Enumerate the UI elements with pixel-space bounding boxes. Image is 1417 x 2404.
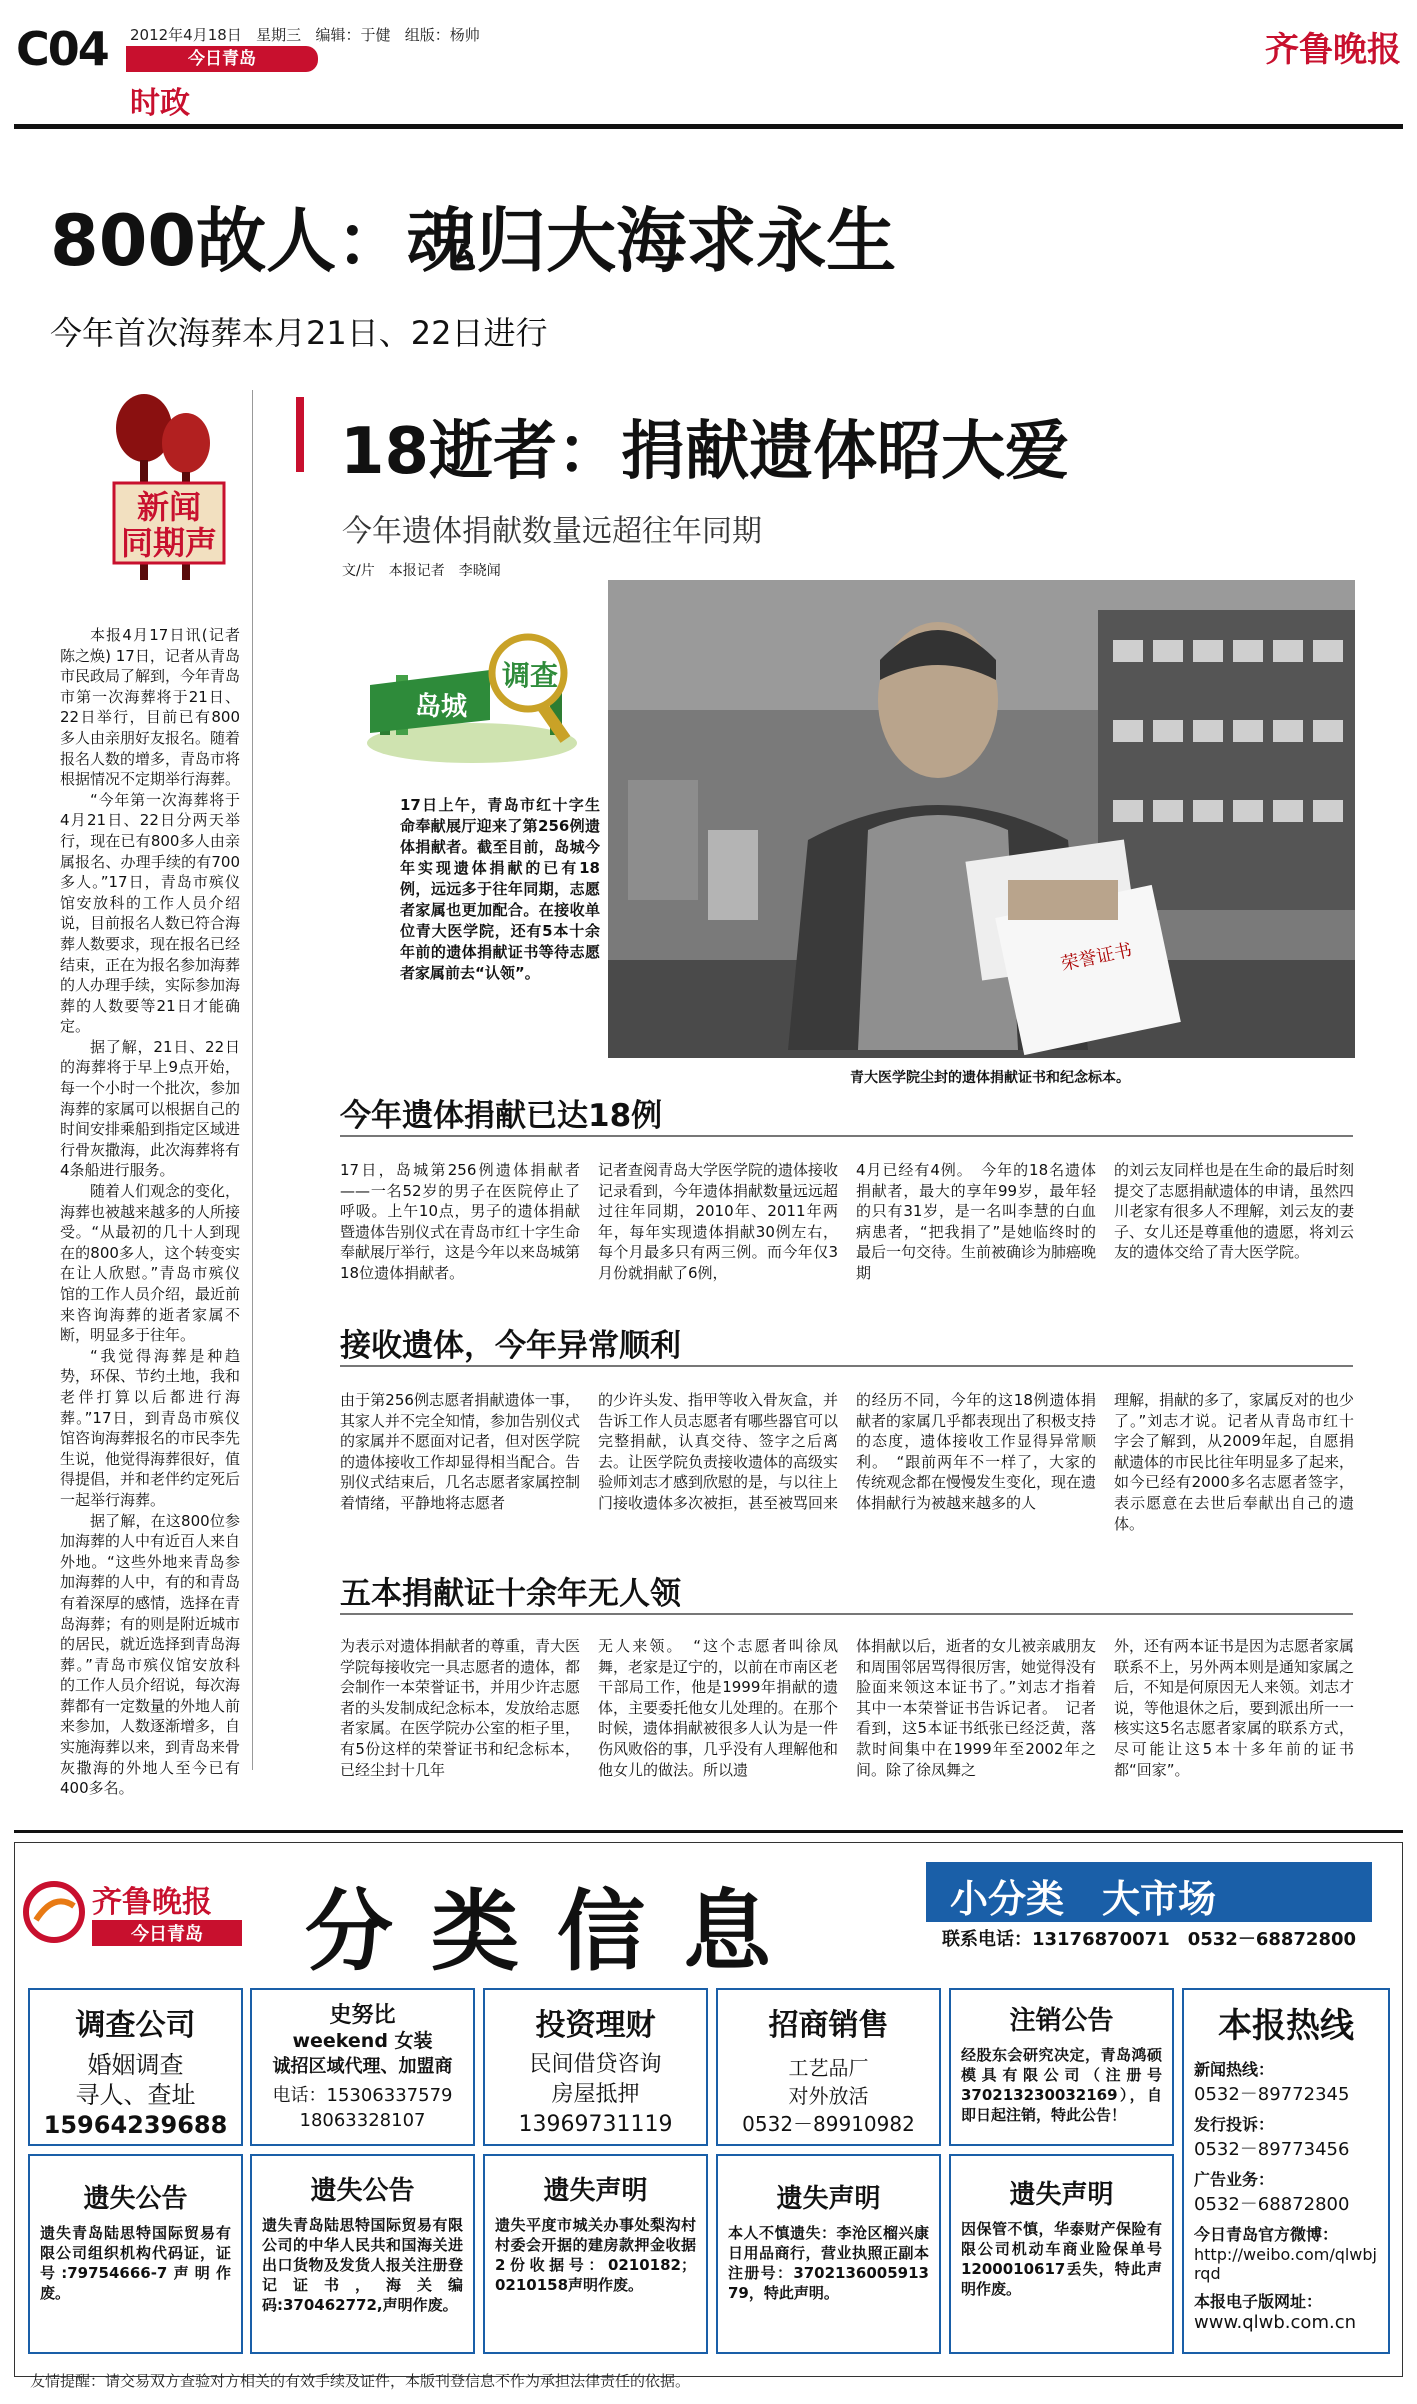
ad-box-title: 遗失公告 <box>310 2176 415 2206</box>
ad-box-title: 遗失声明 <box>1009 2180 1114 2210</box>
issue-weekday: 星期三 <box>256 26 302 44</box>
news-photo <box>608 580 1355 1058</box>
badge-text2: 调查 <box>502 659 559 692</box>
classifieds-slogan-box <box>926 1862 1372 1958</box>
ad-line: 经股东会研究决定，青岛鸿硕模具有限公司（注册号370213230032169），自即日起注销，特此公告！ <box>961 2046 1162 2124</box>
column-divider <box>252 390 253 1770</box>
section-column: 的经历不同，今年的这18例遗体捐献者的家属几乎都表现出了积极支持的态度，遗体接收工作显得异常顺利。 “跟前两年不一样了，大家的传统观念都在慢慢发生变化，现在遗体捐献行为被越来越多的人 <box>856 1391 1097 1512</box>
ad-divider <box>14 1830 1403 1833</box>
headline-accent-bar <box>296 397 304 472</box>
section-column: 记者查阅青岛大学医学院的遗体接收记录看到，今年遗体捐献数量远远超过往年同期，2010年、2011年两年，每年实现遗体捐献30例左右，每个月最多只有两三例。而今年仅3月份就捐献了6例， <box>598 1161 839 1282</box>
hotline-box <box>1182 1988 1390 2354</box>
ad-line: weekend 女装 <box>292 2030 433 2052</box>
section-rule <box>340 1135 1353 1137</box>
hotline-value: 0532－89773456 <box>1194 2139 1350 2160</box>
section-column: 17日，岛城第256例遗体捐献者——一名52岁的男子在医院停止了呼吸。上午10点，男子的遗体捐献暨遗体告别仪式在青岛市红十字生命奉献展厅举行，这是今年以来岛城第18位遗体捐献者。 <box>340 1161 581 1282</box>
news-sync-badge <box>74 388 246 588</box>
ad-line: 民间借贷咨询 <box>529 2052 662 2077</box>
ad-box-title: 注销公告 <box>1009 2006 1114 2036</box>
section-column: 的刘云友同样也是在生命的最后时刻提交了志愿捐献遗体的申请，虽然四川老家有很多人不理解，刘云友的妻子、女儿还是尊重他的遗愿，将刘云友的遗体交给了青大医学院。 <box>1114 1161 1355 1262</box>
hotline-value: 0532－89772345 <box>1194 2084 1350 2105</box>
ad-line: 遗失平度市城关办事处梨沟村村委会开据的建房款押金收据2份收据号：0210182；0210158声明作废。 <box>495 2216 696 2294</box>
ad-box-title: 遗失公告 <box>83 2184 188 2214</box>
paragraph: 据了解，21日、22日的海葬将于早上9点开始，每一个小时一个批次，参加海葬的家属可以根据自己的时间安排乘船到指定区域进行骨灰撒海，此次海葬将有4条船进行服务。 <box>60 1037 241 1180</box>
ad-box <box>250 1988 475 2146</box>
ad-box <box>716 1988 941 2146</box>
hotline-value: www.qlwb.com.cn <box>1194 2312 1356 2333</box>
hotline-value: 0532－68872800 <box>1194 2194 1350 2215</box>
section-column: 理解，捐献的多了，家属反对的也少了。”刘志才说。记者从青岛市红十字会了解到，从2009年起，自愿捐献遗体的市民比往年明显多了起来，如今已经有2000多名志愿者签字，表示愿意在去世后奉献出自己的遗体。 <box>1114 1391 1355 1533</box>
editor-credit: 编辑：于健 <box>315 26 391 44</box>
ad-line: 工艺品厂 <box>788 2056 869 2080</box>
second-subhead: 今年遗体捐献数量远超往年同期 <box>342 514 762 549</box>
ad-box <box>949 1988 1174 2146</box>
classifieds-logo-top: 齐鲁晚报 <box>92 1885 212 1920</box>
ad-line: 对外放活 <box>788 2084 869 2108</box>
badge-line2: 同期声 <box>120 524 218 562</box>
lead-headline: 800故人：魂归大海求永生 <box>50 200 897 282</box>
ad-box <box>250 2154 475 2354</box>
byline: 文/片 本报记者 李晓闻 <box>342 563 501 579</box>
ad-line: 婚姻调查 <box>87 2051 184 2079</box>
hotline-label: 本报电子版网址： <box>1194 2292 1323 2311</box>
hotline-label: 广告业务： <box>1194 2170 1275 2189</box>
ad-line: 18063328107 <box>299 2110 426 2131</box>
ad-line: 本人不慎遗失：李沧区榴兴康日用品商行，营业执照正副本注册号：3702136005913 79，特此声明。 <box>728 2224 929 2302</box>
footer-notice: 友情提醒：请交易双方查验对方相关的有效手续及证件，本版刊登信息不作为承担法律责任的依据。 <box>30 2372 691 2390</box>
paragraph: 本报4月17日讯(记者 陈之焕) 17日，记者从青岛市民政局了解到，今年青岛市第一次海葬将于21日、22日举行，目前已有800多人由亲朋好友报名。随着报名人数的增多，青岛市将根据情况不定期举行海葬。 <box>60 626 241 789</box>
second-headline: 18逝者：捐献遗体昭大爱 <box>340 415 1070 489</box>
section-column: 无人来领。 “这个志愿者叫徐凤舞，老家是辽宁的，以前在市南区老干部局工作，他是1999年捐献的遗体，主要委托他女儿处理的。在那个时候，遗体捐献被很多人认为是一件伤风败俗的事，几乎没有人理解他和他女儿的做法。所以遗 <box>598 1637 839 1779</box>
classifieds-slogan: 小分类 大市场 <box>950 1877 1217 1921</box>
ad-box-title: 招商销售 <box>768 2008 889 2043</box>
section-heading: 五本捐献证十余年无人领 <box>340 1576 681 1612</box>
ad-box-title: 遗失声明 <box>776 2184 881 2214</box>
ad-line: 13969731119 <box>518 2112 673 2137</box>
ad-line: 诚招区域代理、加盟商 <box>272 2056 453 2077</box>
classifieds-logo-bottom: 今日青岛 <box>131 1924 203 1945</box>
lead-subhead: 今年首次海葬本月21日、22日进行 <box>50 314 548 352</box>
ad-line: 遗失青岛陆思特国际贸易有限公司的中华人民共和国海关进出口货物及发货人报关注册登记证书，海关编码:370462772,声明作废。 <box>262 2216 463 2314</box>
layout-credit: 组版：杨帅 <box>404 26 480 44</box>
hotline-value: http://weibo.com/qlwbjrqd <box>1194 2245 1377 2283</box>
ad-box <box>949 2154 1174 2354</box>
ad-box <box>28 2154 243 2354</box>
lead-story-body <box>60 625 241 1798</box>
story-lead: 17日上午，青岛市红十字生命奉献展厅迎来了第256例遗体捐献者。截至目前，岛城今年实现遗体捐献的已有18例，远远多于往年同期，志愿者家属也更加配合。在接收单位青大医学院，还有5本十余年前的遗体捐献证书等待志愿者家属前去“认领”。 <box>400 796 600 982</box>
issue-meta <box>130 24 480 45</box>
paragraph: “我觉得海葬是种趋势，环保、节约土地，我和老伴打算以后都进行海葬。”17日，到青岛市殡仪馆咨询海葬报名的市民李先生说，他觉得海葬很好，值得提倡，并和老伴约定死后一起举行海葬。 <box>60 1346 241 1509</box>
ad-line: 15964239688 <box>43 2111 228 2139</box>
certificate-title: 荣誉证书 <box>1059 939 1134 976</box>
ad-box <box>716 2154 941 2354</box>
section-heading: 接收遗体，今年异常顺利 <box>340 1328 681 1364</box>
top-rule <box>14 124 1403 129</box>
ad-box <box>483 1988 708 2146</box>
ad-line: 房屋抵押 <box>551 2082 640 2107</box>
photo-illustration <box>608 580 1355 1058</box>
section-column: 为表示对遗体捐献者的尊重，青大医学院每接收完一具志愿者的遗体，都会制作一本荣誉证书，并用少许志愿者的头发制成纪念标本，发放给志愿者家属。在医学院办公室的柜子里，有5份这样的荣誉证书和纪念标本，已经尘封十几年 <box>340 1637 581 1779</box>
ad-box-title: 调查公司 <box>75 2008 196 2043</box>
ad-line: 电话：15306337579 <box>272 2085 453 2106</box>
photo-caption: 青大医学院尘封的遗体捐献证书和纪念标本。 <box>850 1070 1130 1086</box>
hotline-label: 发行投诉： <box>1194 2115 1275 2134</box>
ad-line: 遗失青岛陆思特国际贸易有限公司组织机构代码证，证号:79754666-7声明作废。 <box>40 2224 231 2302</box>
ad-line: 0532－89910982 <box>742 2112 915 2136</box>
classifieds-logo <box>20 1872 270 1952</box>
issue-date: 2012年4月18日 <box>130 26 242 44</box>
ad-box-title: 史努比 <box>329 2003 396 2028</box>
paper-logo: 齐鲁晚报 <box>1265 30 1401 70</box>
badge-text1: 岛城 <box>415 692 468 722</box>
ad-line: 寻人、查址 <box>75 2081 196 2109</box>
section-column: 体捐献以后，逝者的女儿被亲戚朋友和周围邻居骂得很厉害，她觉得没有脸面来领这本证书了。”刘志才指着其中一本荣誉证书告诉记者。 记者看到，这5本证书纸张已经泛黄，落款时间集中在1999年至2002年之间。除了徐凤舞之 <box>856 1637 1097 1779</box>
paragraph: “今年第一次海葬将于4月21日、22日分两天举行，现在已有800多人由亲属报名、办理手续的有700多人。”17日，青岛市殡仪馆安放科的工作人员介绍说，目前报名人数已符合海葬人数要求，现在报名已经结束，正在为报名参加海葬的人办理手续，实际参加海葬的人数要等21日才能确定。 <box>60 790 241 1036</box>
section-label: 时政 <box>130 86 190 121</box>
section-rule <box>340 1365 1353 1367</box>
badge-line1: 新闻 <box>136 488 202 526</box>
section-column: 的少许头发、指甲等收入骨灰盒，并告诉工作人员志愿者有哪些器官可以完整捐献，认真交待、签字之后离去。让医学院负责接收遗体的高级实验师刘志才感到欣慰的是，与以往上门接收遗体多次被拒，甚至被骂回来 <box>598 1391 839 1512</box>
ad-box-title: 投资理财 <box>535 2008 656 2043</box>
paragraph: 随着人们观念的变化，海葬也被越来越多的人所接受。“从最初的几十人到现在的800多人，这个转变实在让人欣慰。”青岛市殡仪馆的工作人员介绍，最近前来咨询海葬的逝者家属不断，明显多于往年。 <box>60 1182 241 1345</box>
ad-line: 因保管不慎，华泰财产保险有限公司机动车商业险保单号1200010617丢失，特此声明作废。 <box>961 2220 1162 2298</box>
section-column: 由于第256例志愿者捐献遗体一事，其家人并不完全知情，参加告别仪式的家属并不愿面对记者，但对医学院的遗体接收工作却显得相当配合。告别仪式结束后，几名志愿者家属控制着情绪，平静地将志愿者 <box>340 1391 581 1512</box>
ad-box <box>483 2154 708 2354</box>
city-investigation-badge <box>360 625 585 765</box>
hotline-label: 新闻热线： <box>1194 2060 1275 2079</box>
section-column: 4月已经有4例。 今年的18名遗体捐献者，最大的享年99岁，最年轻的只有31岁，是一名叫李慧的白血病患者，“把我捐了”是她临终时的最后一句交待。生前被确诊为肺癌晚期 <box>856 1161 1097 1282</box>
ad-box <box>28 1988 243 2146</box>
page-number: C04 <box>16 22 108 76</box>
section-heading: 今年遗体捐献已达18例 <box>340 1098 663 1134</box>
classifieds-phone: 联系电话：13176870071 0532－68872800 <box>926 1922 1372 1958</box>
section-column: 外，还有两本证书是因为志愿者家属联系不上，另外两本则是通知家属之后，不知是何原因无人来领。刘志才说，等他退休之后，要到派出所一一核实这5名志愿者家属的联系方式，尽可能让这5本十多年前的证书都“回家”。 <box>1114 1637 1355 1779</box>
ad-box-title: 遗失声明 <box>543 2176 648 2206</box>
hotline-label: 今日青岛官方微博： <box>1194 2225 1339 2244</box>
paragraph: 据了解，在这800位参加海葬的人中有近百人来自外地。“这些外地来青岛参加海葬的人中，有的和青岛有着深厚的感情，选择在青岛海葬；有的则是附近城市的居民，就近选择到青岛海葬。”青岛市殡仪馆安放科的工作人员介绍说，每次海葬都有一定数量的外地人前来参加，人数逐渐增多，自实施海葬以来，到青岛来骨灰撒海的外地人至今已有400多名。 <box>60 1511 241 1798</box>
hotline-title: 本报热线 <box>1218 2006 1354 2046</box>
section-rule <box>340 1613 1353 1615</box>
classifieds-title: 分类信息 <box>305 1879 810 1983</box>
section-tab: 今日青岛 <box>126 46 318 72</box>
